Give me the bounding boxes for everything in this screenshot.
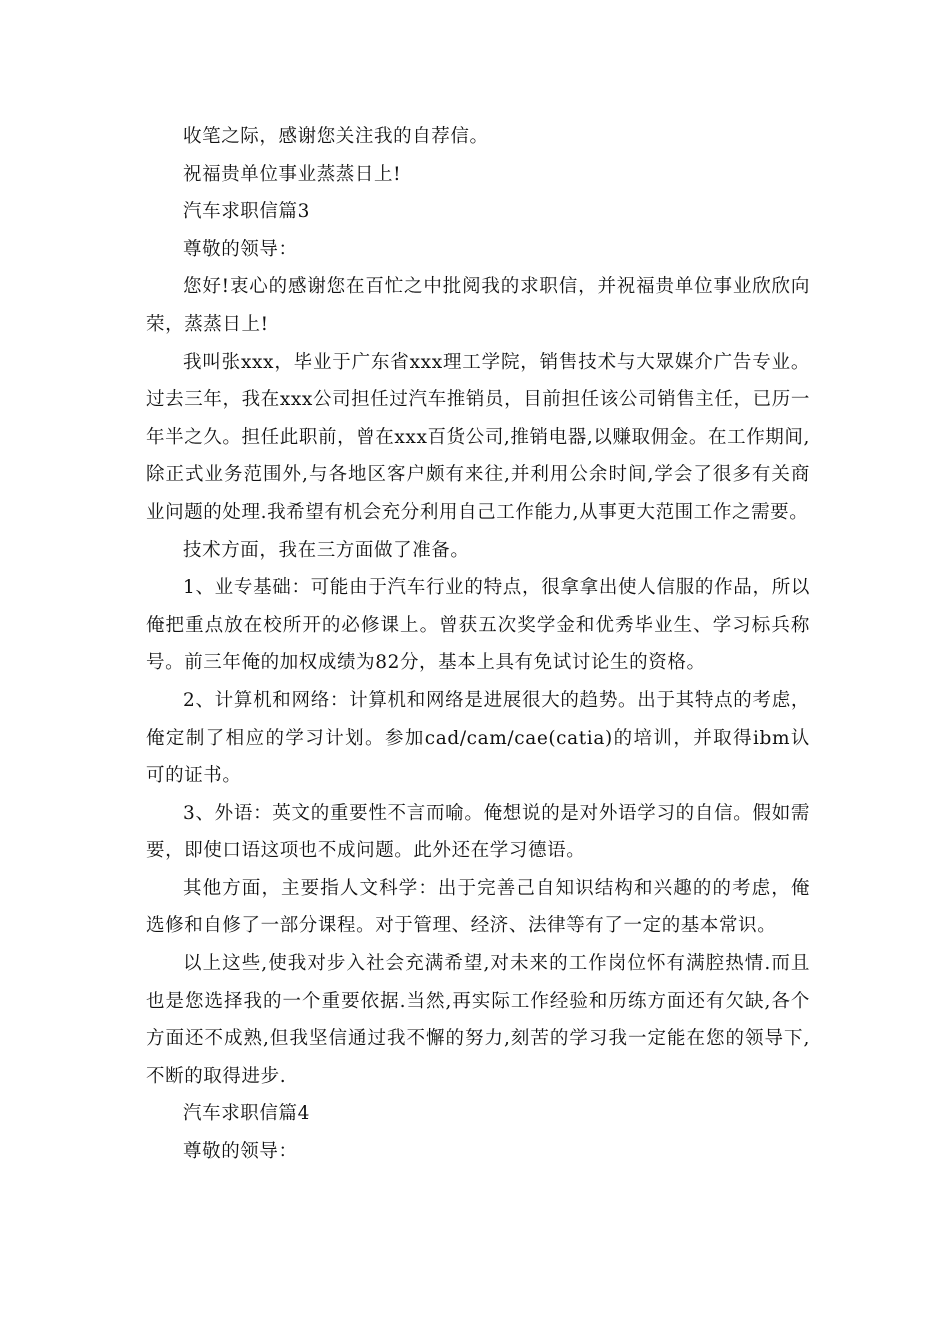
section-title-4: 汽车求职信篇4 (183, 1103, 310, 1125)
other-aspects-paragraph: 其他方面，主要指人文科学：出于完善己自知识结构和兴趣的的考虑，俺选修和自修了一部分课程。对于管理、经济、法律等有了一定的基本常识。 (146, 877, 810, 937)
document-body (146, 118, 810, 1171)
intro-paragraph: 我叫张xxx，毕业于广东省xxx理工学院，销售技术与大眾媒介广告专业。过去三年，我在xxx公司担任过汽车推销员，目前担任该公司销售主任，已历一年半之久。担任此职前，曾在xxx百货公司,推销电器,以赚取佣金。在工作期间,除正式业务范围外,与各地区客户颇有来往,并利用公余时间,学会了很多有关商业问题的处理.我希望有机会充分利用自己工作能力,从事更大范围工作之需要。 (146, 351, 810, 523)
skill-item-1: 1、业专基础：可能由于汽车行业的特点，很拿拿出使人信服的作品，所以俺把重点放在校所开的必修课上。曾获五次奖学金和优秀毕业生、学习标兵称号。前三年俺的加权成绩为82分，基本上具有免试讨论生的资格。 (146, 577, 810, 674)
closing-line: 收笔之际，感谢您关注我的自荐信。 (183, 126, 489, 147)
skill-item-3: 3、外语：英文的重要性不言而喻。俺想说的是对外语学习的自信。假如需要，即使口语这项也不成问题。此外还在学习德语。 (146, 802, 810, 862)
salutation: 尊敬的领导： (183, 238, 298, 260)
salutation-2: 尊敬的领导： (183, 1141, 298, 1163)
conclusion-paragraph: 以上这些,使我对步入社会充满希望,对未来的工作岗位怀有满腔热情.而且也是您选择我的一个重要依据.当然,再实际工作经验和历练方面还有欠缺,各个方面还不成熟,但我坚信通过我不懈的努力,刻苦的学习我一定能在您的领导下,不断的取得进步. (146, 953, 810, 1087)
section-title-3: 汽车求职信篇3 (183, 201, 310, 223)
skills-intro: 技术方面，我在三方面做了准备。 (183, 539, 470, 561)
skill-item-2: 2、计算机和网络：计算机和网络是进展很大的趋势。出于其特点的考虑，俺定制了相应的学习计划。参加cad/cam/cae(catia)的培训，并取得ibm认可的证书。 (146, 689, 810, 787)
greeting-paragraph: 您好!衷心的感谢您在百忙之中批阅我的求职信，并祝福贵单位事业欣欣向荣，蒸蒸日上! (146, 276, 810, 335)
blessing-line: 祝福贵单位事业蒸蒸日上! (183, 163, 402, 185)
